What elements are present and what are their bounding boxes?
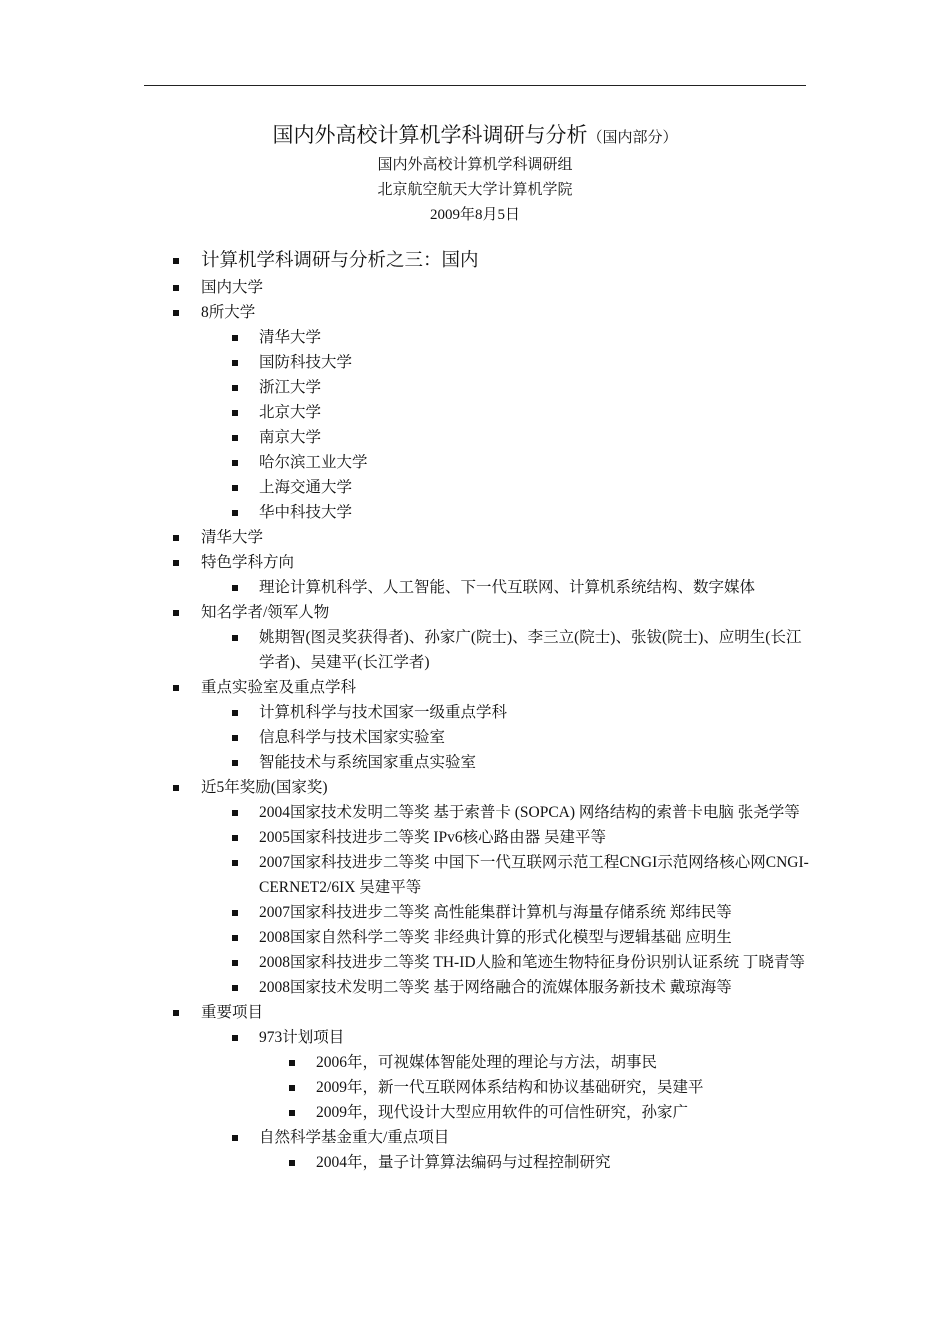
outline-item-text: 计算机学科调研与分析之三：国内 [201,251,479,271]
square-bullet-icon [232,810,238,816]
outline-item [0,425,809,450]
square-bullet-icon [232,635,238,641]
square-bullet-icon [289,1160,295,1166]
outline-item [0,575,809,600]
document-date: 2009年8月5日 [429,207,520,223]
square-bullet-icon [173,1010,179,1016]
square-bullet-icon [232,860,238,866]
outline-item [0,275,806,300]
outline-item-text: 2008国家技术发明二等奖 基于网络融合的流媒体服务新技术 戴琼海等 [259,979,732,996]
outline-item-text: 南京大学 [259,429,322,446]
outline-item-text: 理论计算机科学、人工智能、下一代互联网、计算机系统结构、数字媒体 [259,579,756,596]
square-bullet-icon [232,910,238,916]
outline-item-text: 2009年，新一代互联网体系结构和协议基础研究，吴建平 [316,1079,704,1096]
outline-item [0,247,806,275]
outline-item-text: 自然科学基金重大/重点项目 [259,1129,450,1146]
outline-item [0,825,809,850]
outline-item [0,350,809,375]
outline-item-text: 国内大学 [201,279,264,296]
outline-item [0,400,809,425]
square-bullet-icon [232,735,238,741]
outline-item-text: 2004年，量子计算算法编码与过程控制研究 [316,1154,611,1171]
square-bullet-icon [232,385,238,391]
square-bullet-icon [232,510,238,516]
outline-item-text: 哈尔滨工业大学 [259,454,368,471]
square-bullet-icon [173,685,179,691]
outline-item-text: 8所大学 [201,304,256,321]
outline-item-text: 上海交通大学 [259,479,353,496]
square-bullet-icon [173,560,179,566]
square-bullet-icon [173,258,179,264]
outline-item [0,975,809,1000]
outline-item-text: 特色学科方向 [201,554,295,571]
title-main: 国内外高校计算机学科调研与分析 [272,123,588,147]
outline-item-text: 2008国家科技进步二等奖 TH-ID人脸和笔迹生物特征身份识别认证系统 丁晓青等 [259,954,805,971]
square-bullet-icon [232,935,238,941]
square-bullet-icon [232,335,238,341]
research-group: 国内外高校计算机学科调研组 [377,157,573,173]
outline-item [0,800,809,825]
outline-item-text: 2007国家科技进步二等奖 中国下一代互联网示范工程CNGI示范网络核心网CNGI-CERNET2/6IX 吴建平等 [259,854,809,896]
outline-item-text: 2009年，现代设计大型应用软件的可信性研究，孙家广 [316,1104,689,1121]
outline-item [0,725,809,750]
outline-item [0,1075,806,1100]
square-bullet-icon [232,435,238,441]
outline-item [0,850,809,900]
square-bullet-icon [232,585,238,591]
outline-item [0,375,809,400]
square-bullet-icon [173,610,179,616]
outline-item [0,525,806,550]
outline-item [0,1100,806,1125]
header-rule [144,85,806,86]
outline-item [0,675,806,700]
outline-item [0,1000,806,1025]
square-bullet-icon [173,785,179,791]
outline-item-text: 智能技术与系统国家重点实验室 [259,754,477,771]
outline-item-text: 国防科技大学 [259,354,353,371]
square-bullet-icon [289,1060,295,1066]
outline-item [0,475,809,500]
outline-item-text: 2005国家科技进步二等奖 IPv6核心路由器 吴建平等 [259,829,607,846]
outline-item-text: 2008国家自然科学二等奖 非经典计算的形式化模型与逻辑基础 应明生 [259,929,732,946]
outline-item [0,300,806,325]
square-bullet-icon [173,285,179,291]
outline-item [0,1025,809,1050]
square-bullet-icon [173,535,179,541]
square-bullet-icon [232,960,238,966]
outline-item [0,775,806,800]
square-bullet-icon [232,1035,238,1041]
outline-item [0,1150,806,1175]
outline-item-text: 浙江大学 [259,379,322,396]
outline-item [0,450,809,475]
square-bullet-icon [232,985,238,991]
outline-item-text: 知名学者/领军人物 [201,604,330,621]
square-bullet-icon [232,760,238,766]
outline-item-text: 重要项目 [201,1004,264,1021]
outline-item-text: 清华大学 [201,529,264,546]
outline-item-text: 近5年奖励(国家奖) [201,779,328,796]
outline-item-text: 2007国家科技进步二等奖 高性能集群计算机与海量存储系统 郑纬民等 [259,904,732,921]
square-bullet-icon [232,835,238,841]
outline-item [0,750,809,775]
outline-item-text: 信息科学与技术国家实验室 [259,729,446,746]
square-bullet-icon [289,1085,295,1091]
outline-item [0,925,809,950]
outline-item-text: 2006年，可视媒体智能处理的理论与方法，胡事民 [316,1054,658,1071]
outline-item [0,700,809,725]
outline-item [0,600,806,625]
outline-item [0,1050,806,1075]
outline-item-text: 北京大学 [259,404,322,421]
square-bullet-icon [232,710,238,716]
outline-item-text: 清华大学 [259,329,322,346]
outline-item-text: 计算机科学与技术国家一级重点学科 [259,704,508,721]
title-suffix: （国内部分） [587,130,678,146]
outline-list [0,247,950,1175]
outline-item-text: 2004国家技术发明二等奖 基于索普卡 (SOPCA) 网络结构的索普卡电脑 张尧学等 [259,804,800,821]
document-header [0,120,950,228]
outline-item [0,625,809,675]
outline-item-text: 973计划项目 [259,1029,345,1046]
square-bullet-icon [232,360,238,366]
square-bullet-icon [232,460,238,466]
square-bullet-icon [289,1110,295,1116]
outline-item [0,900,809,925]
outline-item [0,500,809,525]
square-bullet-icon [232,485,238,491]
outline-item-text: 重点实验室及重点学科 [201,679,357,696]
document-title [0,120,950,153]
outline-item [0,950,809,975]
outline-item-text: 姚期智(图灵奖获得者)、孙家广(院士)、李三立(院士)、张钹(院士)、应明生(长江学者)、吴建平(长江学者) [259,629,802,671]
outline-item [0,1125,809,1150]
square-bullet-icon [232,410,238,416]
outline-item-text: 华中科技大学 [259,504,353,521]
square-bullet-icon [173,310,179,316]
outline-item [0,325,809,350]
outline-item [0,550,806,575]
square-bullet-icon [232,1135,238,1141]
institution: 北京航空航天大学计算机学院 [377,182,573,198]
